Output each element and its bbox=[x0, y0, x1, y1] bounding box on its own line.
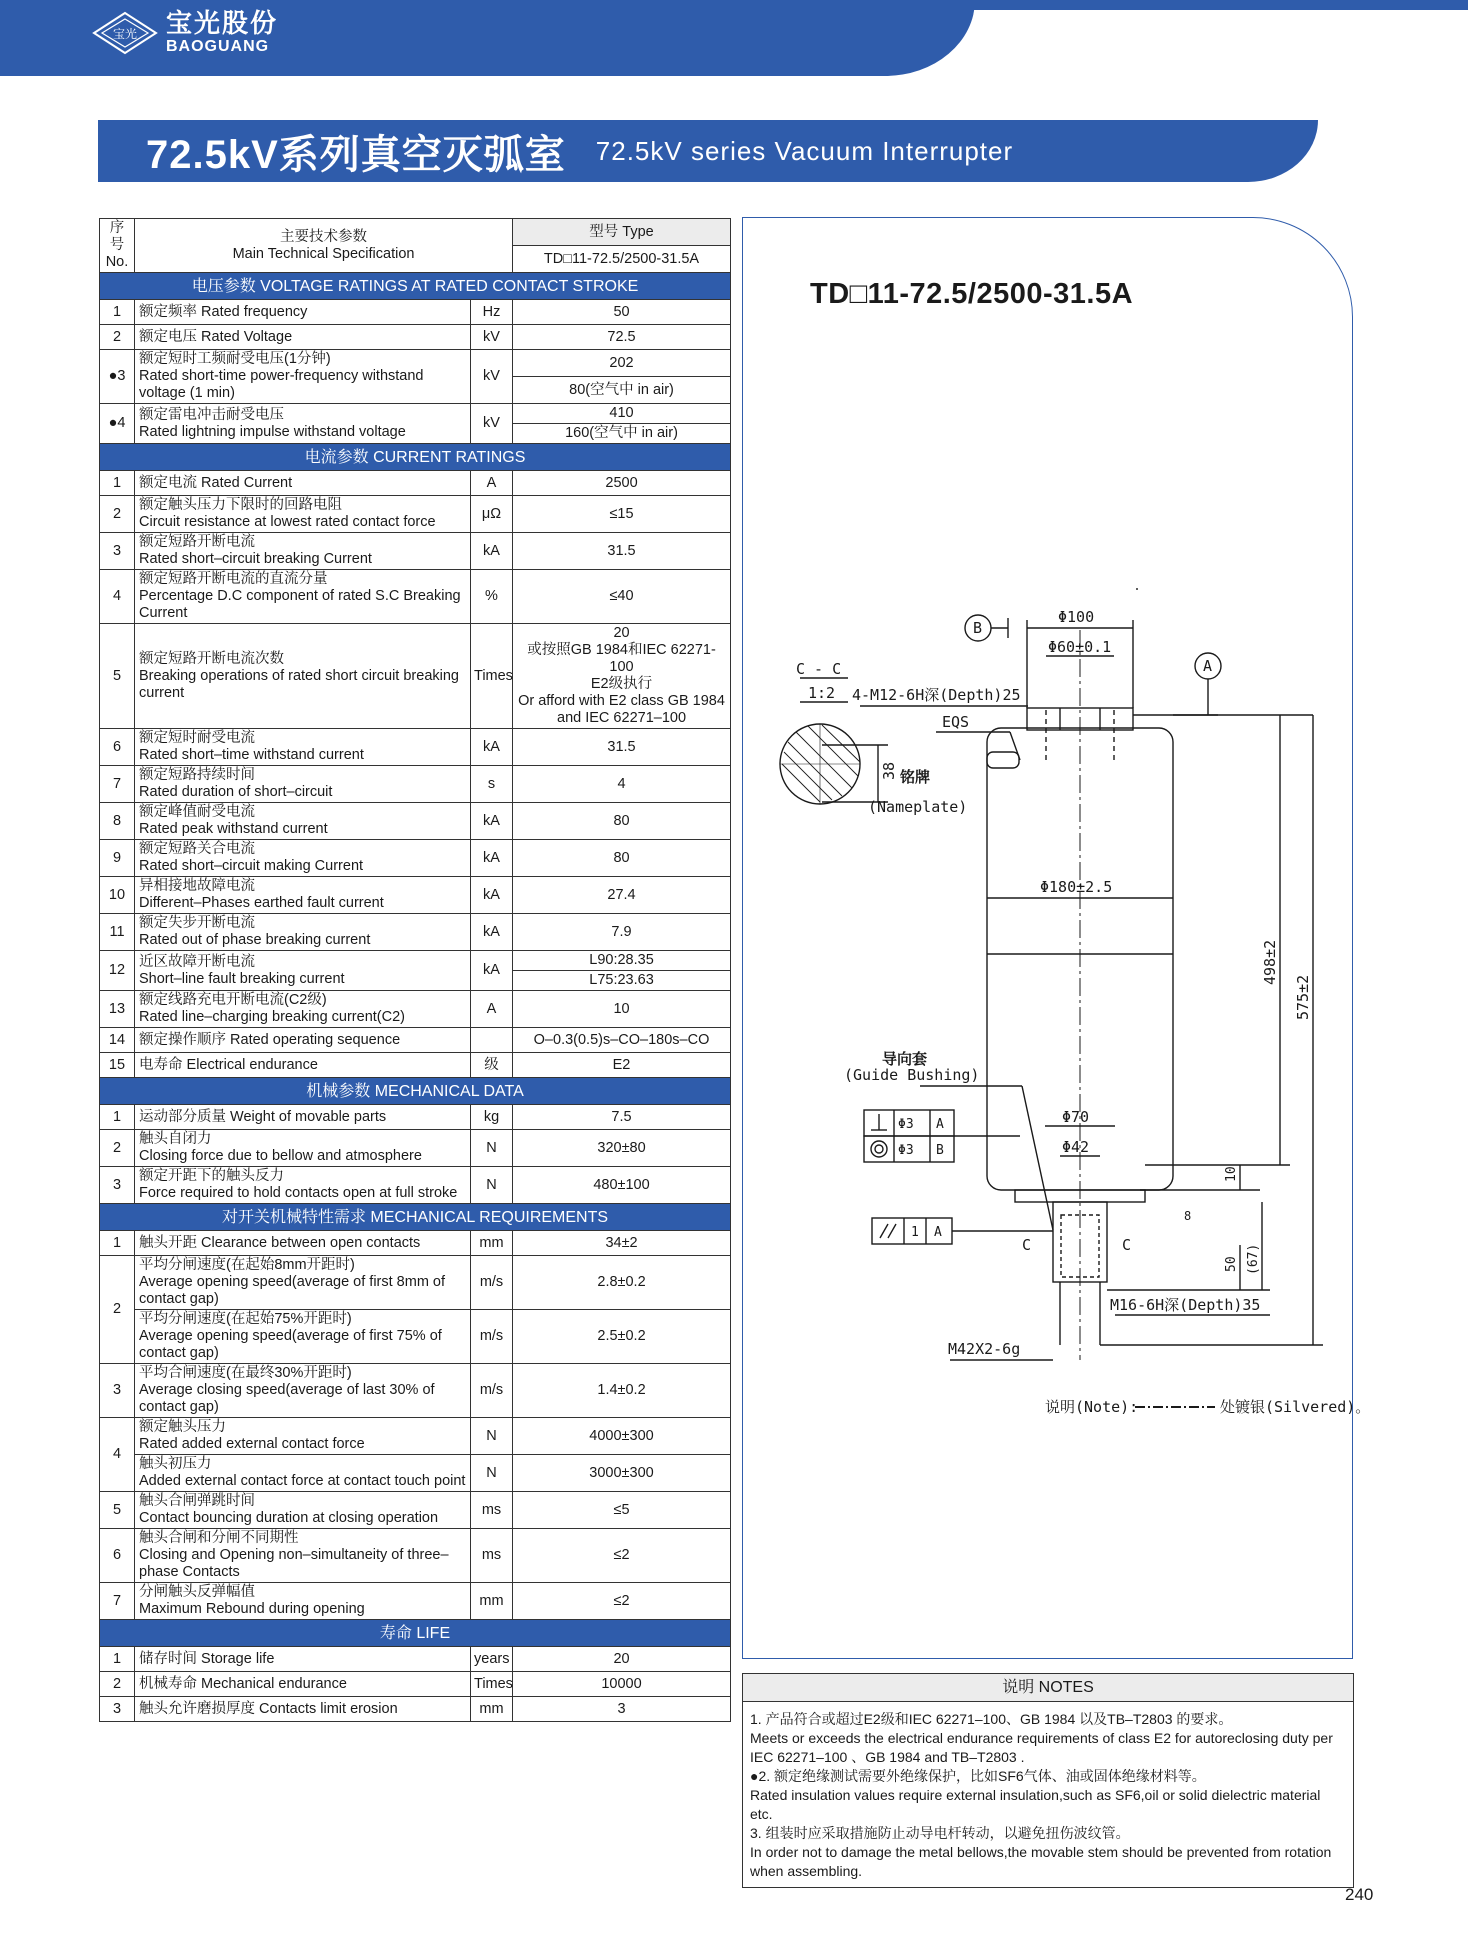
table-row bbox=[100, 1529, 731, 1583]
row-spec: 额定频率 Rated frequency bbox=[135, 300, 471, 325]
row-unit: 级 bbox=[471, 1053, 513, 1078]
row-spec: 触头开距 Clearance between open contacts bbox=[135, 1231, 471, 1256]
table-row bbox=[100, 951, 731, 971]
table-row bbox=[100, 1492, 731, 1529]
dim-38: 38 bbox=[880, 761, 898, 780]
row-number: 5 bbox=[100, 1492, 135, 1529]
row-number: 3 bbox=[100, 1364, 135, 1418]
row-value: 2500 bbox=[513, 471, 731, 496]
row-spec: 额定短路关合电流 Rated short–circuit making Current bbox=[135, 840, 471, 877]
table-row bbox=[100, 1672, 731, 1697]
guide-bushing-cn: 导向套 bbox=[882, 1050, 928, 1068]
row-spec: 平均分闸速度(在起始8mm开距时) Average opening speed(average of first 8mm of contact gap) bbox=[135, 1256, 471, 1310]
row-spec: 额定电压 Rated Voltage bbox=[135, 325, 471, 350]
table-row bbox=[100, 914, 731, 951]
row-number: 4 bbox=[100, 570, 135, 624]
row-value: 1.4±0.2 bbox=[513, 1364, 731, 1418]
dim-50: 50 bbox=[1224, 1256, 1239, 1272]
row-value: 480±100 bbox=[513, 1167, 731, 1204]
note-line: 1. 产品符合或超过E2级和IEC 62271–100、GB 1984 以及TB–T2803 的要求。 bbox=[750, 1711, 1233, 1727]
row-number: 2 bbox=[100, 1130, 135, 1167]
dim-d60: Φ60±0.1 bbox=[1048, 638, 1112, 656]
thread-bottom-label: M16-6H深(Depth)35 bbox=[1110, 1296, 1261, 1314]
row-number: 6 bbox=[100, 1529, 135, 1583]
page-title-cn: 72.5kV系列真空灭弧室 bbox=[146, 132, 566, 177]
row-number: 1 bbox=[100, 300, 135, 325]
row-number: 13 bbox=[100, 991, 135, 1028]
table-row bbox=[100, 1647, 731, 1672]
row-unit: N bbox=[471, 1130, 513, 1167]
row-unit: Times bbox=[471, 624, 513, 729]
row-spec: 额定线路充电开断电流(C2级) Rated line–charging breaking current(C2) bbox=[135, 991, 471, 1028]
row-unit: s bbox=[471, 766, 513, 803]
row-value: 202 bbox=[513, 350, 731, 377]
row-unit: N bbox=[471, 1455, 513, 1492]
row-spec: 触头合闸弹跳时间 Contact bouncing duration at closing operation bbox=[135, 1492, 471, 1529]
tol-value-2: Φ3 bbox=[898, 1143, 914, 1158]
row-spec: 近区故障开断电流 Short–line fault breaking current bbox=[135, 951, 471, 991]
row-spec: 触头初压力 Added external contact force at contact touch point bbox=[135, 1455, 471, 1492]
row-value: 31.5 bbox=[513, 533, 731, 570]
row-value: 20 或按照GB 1984和IEC 62271-100 E2级执行 Or afford with E2 class GB 1984 and IEC 62271–100 bbox=[513, 624, 731, 729]
table-row bbox=[100, 404, 731, 424]
row-value: E2 bbox=[513, 1053, 731, 1078]
header-strip bbox=[940, 0, 1468, 10]
row-value: 3000±300 bbox=[513, 1455, 731, 1492]
logo-mark-icon bbox=[92, 11, 158, 55]
row-unit: kV bbox=[471, 325, 513, 350]
dim-10: 10 bbox=[1224, 1166, 1239, 1182]
row-spec: 额定触头压力下限时的回路电阻 Circuit resistance at lowest rated contact force bbox=[135, 496, 471, 533]
table-row bbox=[100, 1697, 731, 1722]
row-value: O–0.3(0.5)s–CO–180s–CO bbox=[513, 1028, 731, 1053]
row-value-secondary: L75:23.63 bbox=[513, 971, 731, 991]
row-value: ≤40 bbox=[513, 570, 731, 624]
row-number: 15 bbox=[100, 1053, 135, 1078]
table-row bbox=[100, 991, 731, 1028]
row-unit: years bbox=[471, 1647, 513, 1672]
row-unit: m/s bbox=[471, 1256, 513, 1310]
row-unit: kA bbox=[471, 951, 513, 991]
row-unit: kA bbox=[471, 533, 513, 570]
row-value: 10 bbox=[513, 991, 731, 1028]
note-suffix: 处镀银(Silvered)。 bbox=[1220, 1398, 1371, 1416]
table-row bbox=[100, 1028, 731, 1053]
row-unit: kV bbox=[471, 404, 513, 444]
row-value: 2.8±0.2 bbox=[513, 1256, 731, 1310]
row-value: L90:28.35 bbox=[513, 951, 731, 971]
row-unit: kV bbox=[471, 350, 513, 404]
row-spec: 额定短路开断电流次数 Breaking operations of rated short circuit breaking current bbox=[135, 624, 471, 729]
row-value: ≤5 bbox=[513, 1492, 731, 1529]
row-value: 34±2 bbox=[513, 1231, 731, 1256]
row-spec: 额定雷电冲击耐受电压 Rated lightning impulse withstand voltage bbox=[135, 404, 471, 444]
row-spec: 额定电流 Rated Current bbox=[135, 471, 471, 496]
row-value: 4000±300 bbox=[513, 1418, 731, 1455]
section-life: 寿命 LIFE bbox=[100, 1620, 731, 1647]
notes-title: 说明 NOTES bbox=[743, 1674, 1353, 1702]
row-unit: N bbox=[471, 1167, 513, 1204]
notes-body bbox=[743, 1702, 1353, 1887]
row-spec: 额定短路开断电流 Rated short–circuit breaking Current bbox=[135, 533, 471, 570]
row-spec: 额定短时工频耐受电压(1分钟) Rated short-time power-frequency withstand voltage (1 min) bbox=[135, 350, 471, 404]
brand-name-cn: 宝光股份 bbox=[166, 8, 279, 38]
table-row bbox=[100, 300, 731, 325]
row-value-secondary: 160(空气中 in air) bbox=[513, 424, 731, 444]
row-spec: 触头自闭力 Closing force due to bellow and atmosphere bbox=[135, 1130, 471, 1167]
row-number: 5 bbox=[100, 624, 135, 729]
row-unit: kg bbox=[471, 1105, 513, 1130]
row-unit: N bbox=[471, 1418, 513, 1455]
drawing-model-title: TD□11-72.5/2500-31.5A bbox=[810, 278, 1134, 310]
row-spec: 触头合闸和分闸不同期性 Closing and Opening non–simultaneity of three–phase Contacts bbox=[135, 1529, 471, 1583]
row-number: 3 bbox=[100, 1697, 135, 1722]
table-row bbox=[100, 877, 731, 914]
table-row bbox=[100, 1130, 731, 1167]
dim-498: 498±2 bbox=[1261, 939, 1279, 985]
row-spec: 平均合闸速度(在最终30%开距时) Average closing speed(average of last 30% of contact gap) bbox=[135, 1364, 471, 1418]
table-row bbox=[100, 471, 731, 496]
row-number: 9 bbox=[100, 840, 135, 877]
header-type: 型号 Type bbox=[513, 219, 731, 246]
nameplate-slot bbox=[987, 752, 1019, 768]
datum-a-label: A bbox=[1203, 657, 1213, 675]
row-value: 2.5±0.2 bbox=[513, 1310, 731, 1364]
row-unit: kA bbox=[471, 729, 513, 766]
notes-box bbox=[742, 1673, 1354, 1888]
title-banner bbox=[98, 120, 1318, 182]
c-mark-left: C bbox=[1022, 1236, 1032, 1254]
row-unit: mm bbox=[471, 1697, 513, 1722]
row-spec: 额定开距下的触头反力 Force required to hold contacts open at full stroke bbox=[135, 1167, 471, 1204]
row-spec: 额定短时耐受电流 Rated short–time withstand current bbox=[135, 729, 471, 766]
section-scale: 1:2 bbox=[808, 684, 836, 702]
row-number: 1 bbox=[100, 1647, 135, 1672]
table-row bbox=[100, 533, 731, 570]
note-prefix: 说明(Note): bbox=[1045, 1398, 1139, 1416]
table-row bbox=[100, 1455, 731, 1492]
parallel-value: 1 bbox=[911, 1225, 919, 1240]
row-unit bbox=[471, 1028, 513, 1053]
row-unit: μΩ bbox=[471, 496, 513, 533]
row-unit: ms bbox=[471, 1529, 513, 1583]
row-spec: 运动部分质量 Weight of movable parts bbox=[135, 1105, 471, 1130]
table-row bbox=[100, 1105, 731, 1130]
row-number: 6 bbox=[100, 729, 135, 766]
note-line: In order not to damage the metal bellows,the movable stem should be prevented from rotation when assembling. bbox=[750, 1844, 1332, 1879]
row-unit: kA bbox=[471, 803, 513, 840]
row-spec: 触头允许磨损厚度 Contacts limit erosion bbox=[135, 1697, 471, 1722]
row-value: 7.5 bbox=[513, 1105, 731, 1130]
tol-ref-2: B bbox=[936, 1143, 944, 1158]
row-unit: % bbox=[471, 570, 513, 624]
row-unit: ms bbox=[471, 1492, 513, 1529]
table-row bbox=[100, 350, 731, 377]
table-row bbox=[100, 766, 731, 803]
row-value: ≤2 bbox=[513, 1583, 731, 1620]
row-number: 11 bbox=[100, 914, 135, 951]
row-number: 3 bbox=[100, 1167, 135, 1204]
row-unit: mm bbox=[471, 1583, 513, 1620]
nameplate-cn: 铭牌 bbox=[900, 768, 931, 786]
table-row bbox=[100, 1231, 731, 1256]
m42-label: M42X2-6g bbox=[948, 1340, 1021, 1358]
row-value-secondary: 80(空气中 in air) bbox=[513, 377, 731, 404]
row-unit: Times bbox=[471, 1672, 513, 1697]
row-value: 72.5 bbox=[513, 325, 731, 350]
dim-67: (67) bbox=[1246, 1243, 1261, 1275]
section-requirements: 对开关机械特性需求 MECHANICAL REQUIREMENTS bbox=[100, 1204, 731, 1231]
table-row bbox=[100, 496, 731, 533]
header-spec: 主要技术参数 Main Technical Specification bbox=[135, 219, 513, 273]
row-number: 2 bbox=[100, 1256, 135, 1364]
row-unit: m/s bbox=[471, 1364, 513, 1418]
page-number: 240 bbox=[1345, 1885, 1374, 1904]
row-number: 7 bbox=[100, 1583, 135, 1620]
row-number: 3 bbox=[100, 533, 135, 570]
technical-drawing bbox=[760, 590, 1371, 1450]
table-row bbox=[100, 1583, 731, 1620]
row-value: 27.4 bbox=[513, 877, 731, 914]
table-row bbox=[100, 1418, 731, 1455]
row-spec: 额定短路开断电流的直流分量 Percentage D.C component of rated S.C Breaking Current bbox=[135, 570, 471, 624]
dim-d100: Φ100 bbox=[1058, 608, 1095, 626]
table-row bbox=[100, 803, 731, 840]
parallel-ref: A bbox=[934, 1225, 942, 1240]
row-value: 410 bbox=[513, 404, 731, 424]
spec-table bbox=[99, 218, 731, 1722]
row-unit: A bbox=[471, 471, 513, 496]
thread-top-label: 4-M12-6H深(Depth)25 bbox=[852, 686, 1021, 704]
table-row bbox=[100, 1310, 731, 1364]
row-spec: 平均分闸速度(在起始75%开距时) Average opening speed(average of first 75% of contact gap) bbox=[135, 1310, 471, 1364]
row-value: 80 bbox=[513, 840, 731, 877]
table-row bbox=[100, 325, 731, 350]
tol-value-1: Φ3 bbox=[898, 1117, 914, 1132]
row-unit: kA bbox=[471, 914, 513, 951]
eqs-label: EQS bbox=[942, 713, 970, 731]
row-unit: A bbox=[471, 991, 513, 1028]
row-number: 8 bbox=[100, 803, 135, 840]
table-row bbox=[100, 1053, 731, 1078]
row-unit: kA bbox=[471, 877, 513, 914]
row-number: 10 bbox=[100, 877, 135, 914]
nameplate-en: (Nameplate) bbox=[868, 798, 968, 816]
row-number: 1 bbox=[100, 1231, 135, 1256]
row-unit: m/s bbox=[471, 1310, 513, 1364]
datum-b-label: B bbox=[973, 619, 983, 637]
row-value: 4 bbox=[513, 766, 731, 803]
table-row bbox=[100, 840, 731, 877]
tol-ref-1: A bbox=[936, 1117, 944, 1132]
row-value: 320±80 bbox=[513, 1130, 731, 1167]
table-row bbox=[100, 1167, 731, 1204]
row-spec: 分闸触头反弹幅值 Maximum Rebound during opening bbox=[135, 1583, 471, 1620]
row-value: 80 bbox=[513, 803, 731, 840]
row-number: 1 bbox=[100, 471, 135, 496]
row-unit: mm bbox=[471, 1231, 513, 1256]
row-number: 7 bbox=[100, 766, 135, 803]
row-value: ≤15 bbox=[513, 496, 731, 533]
row-spec: 额定失步开断电流 Rated out of phase breaking current bbox=[135, 914, 471, 951]
header-no: 序号 No. bbox=[100, 219, 135, 273]
row-spec: 储存时间 Storage life bbox=[135, 1647, 471, 1672]
section-label: C - C bbox=[796, 660, 842, 678]
row-value: 10000 bbox=[513, 1672, 731, 1697]
table-row bbox=[100, 729, 731, 766]
page-title-en: 72.5kV series Vacuum Interrupter bbox=[595, 135, 1014, 166]
section-voltage: 电压参数 VOLTAGE RATINGS AT RATED CONTACT STROKE bbox=[100, 273, 731, 300]
table-header-row bbox=[100, 219, 731, 246]
row-number: 4 bbox=[100, 1418, 135, 1492]
section-mechanical: 机械参数 MECHANICAL DATA bbox=[100, 1078, 731, 1105]
guide-bushing-en: (Guide Bushing) bbox=[844, 1066, 980, 1084]
row-value: 3 bbox=[513, 1697, 731, 1722]
dim-575: 575±2 bbox=[1294, 974, 1312, 1020]
table-row bbox=[100, 624, 731, 729]
table-row bbox=[100, 570, 731, 624]
c-mark-right: C bbox=[1122, 1236, 1132, 1254]
row-value: 31.5 bbox=[513, 729, 731, 766]
row-unit: kA bbox=[471, 840, 513, 877]
row-unit: Hz bbox=[471, 300, 513, 325]
logo-mark-text: 宝光 bbox=[112, 26, 138, 41]
dim-d180: Φ180±2.5 bbox=[1040, 878, 1113, 896]
note-line: Rated insulation values require external insulation,such as SF6,oil or solid dielectric material etc. bbox=[750, 1787, 1321, 1822]
row-number: ●4 bbox=[100, 404, 135, 444]
brand-logo bbox=[92, 10, 278, 55]
row-number: 2 bbox=[100, 325, 135, 350]
row-spec: 机械寿命 Mechanical endurance bbox=[135, 1672, 471, 1697]
row-spec: 额定峰值耐受电流 Rated peak withstand current bbox=[135, 803, 471, 840]
row-spec: 额定触头压力 Rated added external contact force bbox=[135, 1418, 471, 1455]
row-value: 50 bbox=[513, 300, 731, 325]
table-row bbox=[100, 1364, 731, 1418]
row-value: ≤2 bbox=[513, 1529, 731, 1583]
row-spec: 电寿命 Electrical endurance bbox=[135, 1053, 471, 1078]
header-model: TD□11-72.5/2500-31.5A bbox=[513, 246, 731, 273]
section-current: 电流参数 CURRENT RATINGS bbox=[100, 444, 731, 471]
dim-8: 8 bbox=[1184, 1209, 1192, 1223]
row-number: 2 bbox=[100, 1672, 135, 1697]
row-value: 7.9 bbox=[513, 914, 731, 951]
row-number: ●3 bbox=[100, 350, 135, 404]
table-row bbox=[100, 1256, 731, 1310]
row-number: 14 bbox=[100, 1028, 135, 1053]
dim-d70: Φ70 bbox=[1062, 1108, 1090, 1126]
row-spec: 额定短路持续时间 Rated duration of short–circuit bbox=[135, 766, 471, 803]
note-line: 3. 组装时应采取措施防止动导电杆转动，以避免扭伤波纹管。 bbox=[750, 1825, 1130, 1841]
brand-name-en: BAOGUANG bbox=[166, 38, 270, 55]
dim-d42: Φ42 bbox=[1062, 1138, 1090, 1156]
row-spec: 异相接地故障电流 Different–Phases earthed fault current bbox=[135, 877, 471, 914]
row-number: 1 bbox=[100, 1105, 135, 1130]
row-spec: 额定操作顺序 Rated operating sequence bbox=[135, 1028, 471, 1053]
note-line: ●2. 额定绝缘测试需要外绝缘保护，比如SF6气体、油或固体绝缘材料等。 bbox=[750, 1768, 1206, 1784]
note-line: Meets or exceeds the electrical endurance requirements of class E2 for autoreclosing duty per IEC 62271–100 、GB 1984 and TB–T2803 . bbox=[750, 1730, 1333, 1765]
row-value: 20 bbox=[513, 1647, 731, 1672]
row-number: 12 bbox=[100, 951, 135, 991]
row-number: 2 bbox=[100, 496, 135, 533]
